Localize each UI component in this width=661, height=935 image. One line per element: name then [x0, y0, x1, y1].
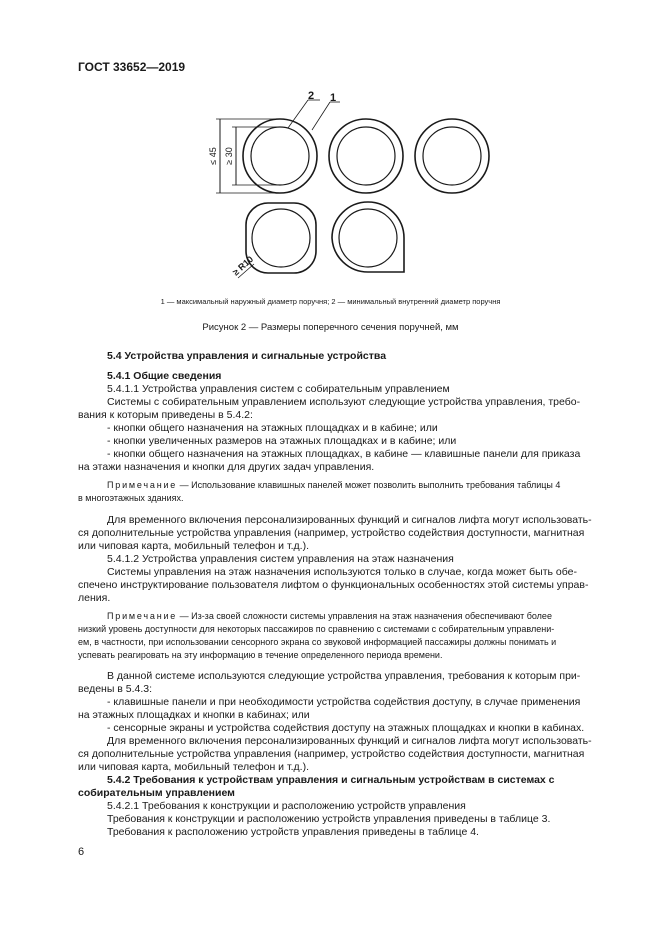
- paragraph-line: Для временного включения персонализированных функций и сигналов лифта могут использовать-: [107, 514, 592, 526]
- handrail-outer-circle: [415, 119, 489, 193]
- handrail-inner-circle: [251, 127, 309, 185]
- section-heading-5-4-1: 5.4.1 Общие сведения: [107, 370, 222, 382]
- callout-1: 1: [330, 92, 337, 104]
- paragraph-line: спечено инструктирование пользователя лифтом о функциональных особенностях этой системы управ-: [78, 579, 589, 591]
- paragraph-line: Для временного включения персонализированных функций и сигналов лифта могут использовать-: [107, 735, 592, 747]
- outer-diameter-label: ≤ 45: [208, 147, 218, 165]
- note-2-line: низкий уровень доступности для некоторых пассажиров по сравнению с системами с собирательным управлени-: [78, 624, 555, 634]
- radius-label: ≥ R10: [230, 254, 256, 278]
- paragraph-line: Требования к расположению устройств управления приведены в таблице 4.: [107, 826, 479, 838]
- teardrop-profile: [332, 202, 404, 272]
- figure-caption: Рисунок 2 — Размеры поперечного сечения поручней, мм: [202, 322, 459, 333]
- handrail-inner-circle: [252, 209, 310, 267]
- list-item: - кнопки увеличенных размеров на этажных площадках и в кабине; или: [107, 435, 457, 447]
- paragraph-line: ведены в 5.4.3:: [78, 683, 153, 695]
- paragraph-line: вания к которым приведены в 5.4.2:: [78, 409, 253, 421]
- section-heading-5-4-2: 5.4.2 Требования к устройствам управления и сигнальным устройствам в системах с: [107, 774, 555, 786]
- note-1-line: в многоэтажных зданиях.: [78, 493, 184, 503]
- list-item: - кнопки общего назначения на этажных площадках и в кабине; или: [107, 422, 438, 434]
- paragraph-line: Требования к конструкции и расположению устройств управления приведены в таблице 3.: [107, 813, 551, 825]
- callout-2: 2: [308, 90, 315, 102]
- document-header: ГОСТ 33652—2019: [78, 60, 186, 74]
- list-item: - сенсорные экраны и устройства содействия доступу на этажных площадках и кнопки в кабинах.: [107, 722, 585, 734]
- paragraph-line: или чиповая карта, мобильный телефон и т.д.).: [78, 540, 309, 552]
- handrail-inner-circle: [337, 127, 395, 185]
- note-1-line: Примечание — Использование клавишных панелей может позволить выполнить требования таблицы 4: [107, 480, 561, 490]
- paragraph-line: ся дополнительные устройства управления (например, устройство содействия доступности, магнитная: [78, 527, 585, 539]
- note-2-line: Примечание — Из-за своей сложности системы управления на этаж назначения обеспечивают более: [107, 611, 552, 621]
- section-heading-5-4: 5.4 Устройства управления и сигнальные устройства: [107, 350, 387, 362]
- paragraph-line: ся дополнительные устройства управления (например, устройство содействия доступности, магнитная: [78, 748, 585, 760]
- list-item: - клавишные панели и при необходимости устройства содействия доступу, в случае применения: [107, 696, 581, 708]
- list-item-continuation: на этажи назначения и кнопки для других задач управления.: [78, 461, 375, 473]
- list-item-continuation: на этажных площадках и кнопки в кабинах; или: [78, 709, 310, 721]
- note-label: Примечание: [107, 480, 178, 490]
- rounded-square-profile: [246, 203, 316, 273]
- paragraph-line: В данной системе используются следующие устройства управления, требования к которым при-: [107, 670, 581, 682]
- paragraph-line: Системы с собирательным управлением используют следующие устройства управления, требо-: [107, 396, 581, 408]
- paragraph-line: ления.: [78, 592, 111, 604]
- handrail-outer-circle: [329, 119, 403, 193]
- inner-diameter-label: ≥ 30: [224, 147, 234, 165]
- handrail-inner-circle: [339, 209, 397, 267]
- list-item: - кнопки общего назначения на этажных площадках, в кабине — клавишные панели для приказа: [107, 448, 581, 460]
- note-2-line: ем, в частности, при использовании сенсорного экрана со звуковой информацией пассажиры должны понимать и: [78, 637, 557, 647]
- handrail-outer-circle: [243, 119, 317, 193]
- paragraph-line: или чиповая карта, мобильный телефон и т.д.).: [78, 761, 309, 773]
- subsection-5-4-2-1: 5.4.2.1 Требования к конструкции и расположению устройств управления: [107, 800, 466, 812]
- handrail-inner-circle: [423, 127, 481, 185]
- paragraph-line: Системы управления на этаж назначения используются только в случае, когда может быть обе-: [107, 566, 577, 578]
- section-heading-5-4-2-cont: собирательным управлением: [78, 787, 235, 799]
- subsection-5-4-1-2: 5.4.1.2 Устройства управления систем управления на этаж назначения: [107, 553, 454, 565]
- note-label: Примечание: [107, 611, 178, 621]
- subsection-5-4-1-1: 5.4.1.1 Устройства управления систем с собирательным управлением: [107, 383, 450, 395]
- figure-legend: 1 — максимальный наружный диаметр поручня; 2 — минимальный внутренний диаметр поручня: [160, 297, 501, 306]
- handrail-cross-section-figure: [190, 88, 490, 288]
- page-number: 6: [78, 846, 85, 858]
- note-2-line: успевать реагировать на эту информацию в течение определенного периода времени.: [78, 650, 443, 660]
